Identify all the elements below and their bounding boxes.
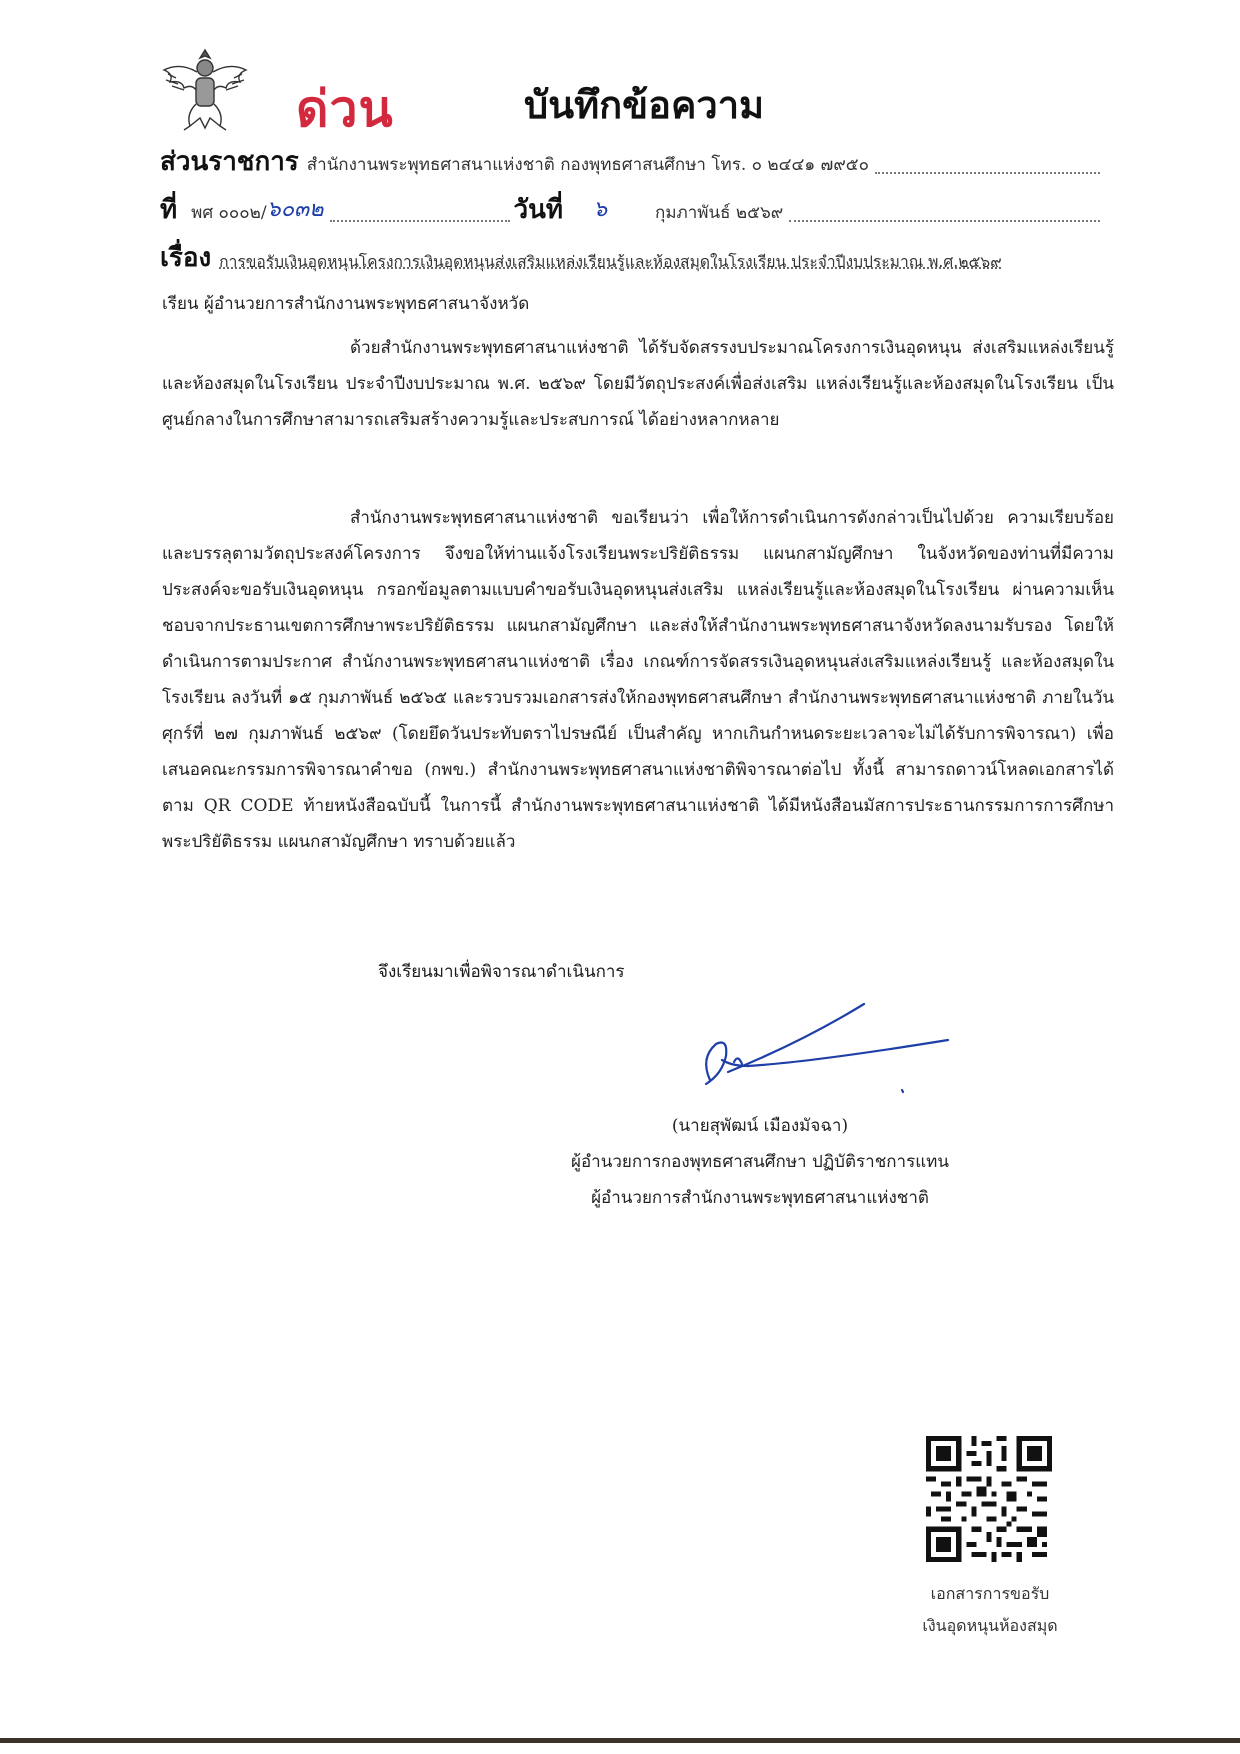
- ref-label: ที่: [160, 195, 178, 225]
- body-paragraph-1: ด้วยสำนักงานพระพุทธศาสนาแห่งชาติ ได้รับจัดสรรงบประมาณโครงการเงินอุดหนุน ส่งเสริมแหล่งเรียนรู้และห้องสมุดในโรงเรียน ประจำปีงบประมาณ พ.ศ. ๒๕๖๙ โดยมีวัตถุประสงค์เพื่อส่งเสริม แหล่งเรียนรู้และห้องสมุดในโรงเรียน เป็นศูนย์กลางในการศึกษาสามารถเสริมสร้างความรู้และประสบการณ์ ได้อย่างหลากหลาย: [162, 338, 1114, 430]
- department-row: [160, 138, 1100, 182]
- signatory-title-1: ผู้อำนวยการกองพุทธศาสนศึกษา ปฏิบัติราชการแทน: [571, 1152, 949, 1172]
- subject-value: การขอรับเงินอุดหนุนโครงการเงินอุดหนุนส่งเสริมแหล่งเรียนรู้และห้องสมุดในโรงเรียน ประจำปีงบประมาณ พ.ศ.๒๕๖๙: [219, 253, 1002, 271]
- salutation: เรียน ผู้อำนวยการสำนักงานพระพุทธศาสนาจังหวัด: [162, 294, 530, 314]
- urgent-stamp: ด่วน: [296, 80, 394, 138]
- signatory-name: (นายสุพัฒน์ เมืองมัจฉา): [671, 1116, 849, 1136]
- signature: [692, 1000, 956, 1110]
- signatory-title-2: ผู้อำนวยการสำนักงานพระพุทธศาสนาแห่งชาติ: [591, 1188, 929, 1208]
- qr-caption-line-2: เงินอุดหนุนห้องสมุด: [922, 1616, 1058, 1635]
- garuda-emblem-icon: [160, 44, 250, 132]
- dotted-line: [330, 220, 510, 222]
- ref-number-handwritten: ๖๐๓๒: [266, 197, 324, 222]
- page-bottom-rule: [0, 1738, 1240, 1743]
- qr-caption-line-1: เอกสารการขอรับ: [930, 1584, 1050, 1603]
- dotted-line: [789, 220, 1100, 222]
- date-label: วันที่: [513, 195, 564, 225]
- department-value: สำนักงานพระพุทธศาสนาแห่งชาติ กองพุทธศาสนศึกษา โทร. ๐ ๒๔๔๑ ๗๙๕๐: [306, 155, 870, 175]
- date-month-year: กุมภาพันธ์ ๒๕๖๙: [655, 203, 784, 223]
- dotted-line: [875, 172, 1100, 174]
- qr-code-icon[interactable]: [926, 1436, 1052, 1562]
- reference-row: [160, 186, 1100, 230]
- ref-prefix: พศ ๐๐๐๒/: [191, 203, 267, 223]
- subject-label: เรื่อง: [160, 243, 212, 273]
- date-day-handwritten: ๖: [593, 197, 608, 222]
- subject-row: [160, 234, 1100, 278]
- body-paragraph-2: สำนักงานพระพุทธศาสนาแห่งชาติ ขอเรียนว่า เพื่อให้การดำเนินการดังกล่าวเป็นไปด้วย ความเรียบร้อยและบรรลุตามวัตถุประสงค์โครงการ จึงขอให้ท่านแจ้งโรงเรียนพระปริยัติธรรม แผนกสามัญศึกษา ในจังหวัดของท่านที่มีความประสงค์จะขอรับเงินอุดหนุน กรอกข้อมูลตามแบบคำขอรับเงินอุดหนุนส่งเสริม แหล่งเรียนรู้และห้องสมุดในโรงเรียน ผ่านความเห็นชอบจากประธานเขตการศึกษาพระปริยัติธรรม แผนกสามัญศึกษา และส่งให้สำนักงานพระพุทธศาสนาจังหวัดลงนามรับรอง โดยให้ดำเนินการตามประกาศ สำนักงานพระพุทธศาสนาแห่งชาติ เรื่อง เกณฑ์การจัดสรรเงินอุดหนุนส่งเสริมแหล่งเรียนรู้ และห้องสมุดในโรงเรียน ลงวันที่ ๑๕ กุมภาพันธ์ ๒๕๖๕ และรวบรวมเอกสารส่งให้กองพุทธศาสนศึกษา สำนักงานพระพุทธศาสนาแห่งชาติ ภายในวันศุกร์ที่ ๒๗ กุมภาพันธ์ ๒๕๖๙ (โดยยึดวันประทับตราไปรษณีย์ เป็นสำคัญ หากเกินกำหนดระยะเวลาจะไม่ได้รับการพิจารณา) เพื่อเสนอคณะกรรมการพิจารณาคำขอ (กพข.) สำนักงานพระพุทธศาสนาแห่งชาติพิจารณาต่อไป ทั้งนี้ สามารถดาวน์โหลดเอกสารได้ตาม QR CODE ท้ายหนังสือฉบับนี้ ในการนี้ สำนักงานพระพุทธศาสนาแห่งชาติ ได้มีหนังสือนมัสการประธานกรรมการการศึกษา พระปริยัติธรรม แผนกสามัญศึกษา ทราบด้วยแล้ว: [162, 508, 1114, 852]
- department-label: ส่วนราชการ: [160, 147, 299, 177]
- memo-title: บันทึกข้อความ: [524, 83, 765, 127]
- closing-line: จึงเรียนมาเพื่อพิจารณาดำเนินการ: [378, 962, 625, 982]
